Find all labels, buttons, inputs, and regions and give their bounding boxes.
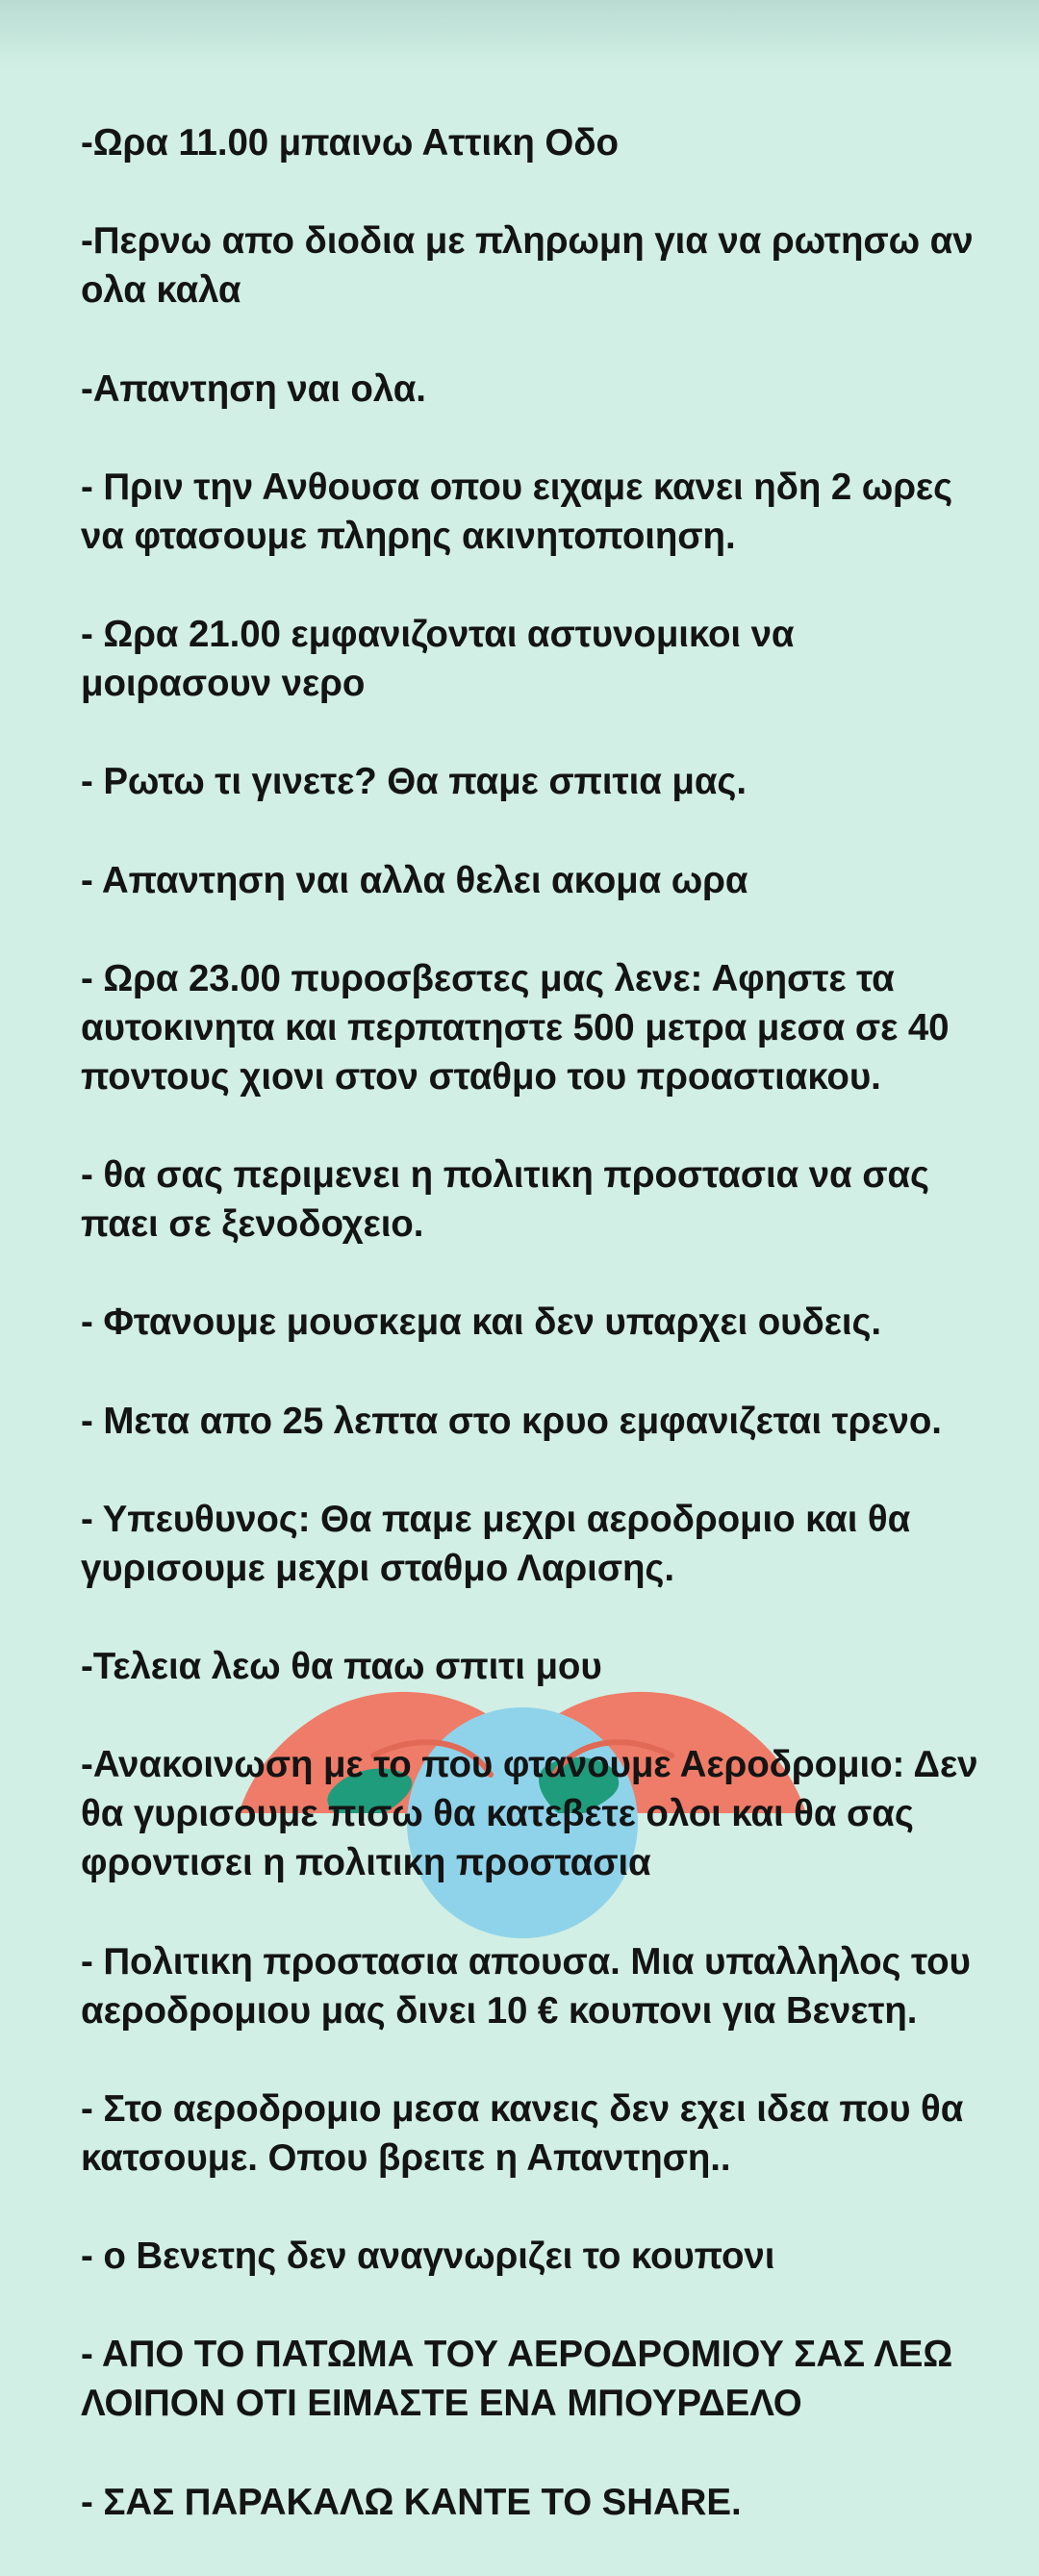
- story-line: - θα σας περιμενει η πολιτικη προστασια να σας παει σε ξενοδοχειο.: [81, 1154, 929, 1246]
- story-line: - Ρωτω τι γινετε? Θα παμε σπιτια μας.: [81, 761, 747, 803]
- story-line: - Μετα απο 25 λεπτα στο κρυο εμφανιζεται τρενο.: [81, 1400, 942, 1442]
- story-line: - Πολιτικη προστασια απουσα. Μια υπαλληλος του αεροδρομιου μας δινει 10 € κουπονι για Βενετη.: [81, 1940, 971, 2032]
- story-line: - Πριν την Ανθουσα οπου ειχαμε κανει ηδη 2 ωρες να φτασουμε πληρης ακινητοποιηση.: [81, 466, 953, 557]
- story-line: - Στο αεροδρομιο μεσα κανεις δεν εχει ιδεα που θα κατσουμε. Οπου βρειτε η Απαντηση..: [81, 2087, 964, 2179]
- story-line: -Απαντηση ναι ολα.: [81, 367, 426, 410]
- story-line: - Ωρα 23.00 πυροσβεστες μας λενε: Αφηστε τα αυτοκινητα και περπατηστε 500 μετρα μεσα σε 40 ποντους χιονι στον σταθμο του προαστιακου.: [81, 957, 950, 1098]
- story-line: - Απαντηση ναι αλλα θελει ακομα ωρα: [81, 859, 748, 901]
- top-shade: [0, 0, 1039, 67]
- story-line: - Υπευθυνος: Θα παμε μεχρι αεροδρομιο και θα γυρισουμε μεχρι σταθμο Λαρισης.: [81, 1498, 911, 1589]
- story-line: - Ωρα 21.00 εμφανιζονται αστυνομικοι να μοιρασουν νερο: [81, 614, 795, 705]
- story-line: -Ωρα 11.00 μπαινω Αττικη Οδο: [81, 122, 619, 164]
- story-line: - ΑΠΟ ΤΟ ΠΑΤΩΜΑ ΤΟΥ ΑΕΡΟΔΡΟΜΙΟΥ ΣΑΣ ΛΕΩ ΛΟΙΠΟΝ ΟΤΙ ΕΙΜΑΣΤΕ ΕΝΑ ΜΠΟΥΡΔΕΛΟ: [81, 2334, 953, 2425]
- story-line: - ο Βενετης δεν αναγνωριζει το κουπονι: [81, 2235, 775, 2278]
- story-line: - ΣΑΣ ΠΑΡΑΚΑΛΩ ΚΑΝΤΕ ΤΟ SHARE.: [81, 2481, 742, 2523]
- story-line: - Φτανουμε μουσκεμα και δεν υπαρχει ουδεις.: [81, 1301, 882, 1344]
- story-line: -Ανακοινωση με το που φτανουμε Αεροδρομιο: Δεν θα γυρισουμε πισω θα κατεβετε ολοι και θα σας φροντισει η πολιτικη προστασια: [81, 1744, 978, 1884]
- post-text: [81, 69, 985, 2576]
- story-line: -Περνω απο διοδια με πληρωμη για να ρωτησω αν ολα καλα: [81, 220, 974, 312]
- story-line: -Τελεια λεω θα παω σπιτι μου: [81, 1646, 602, 1687]
